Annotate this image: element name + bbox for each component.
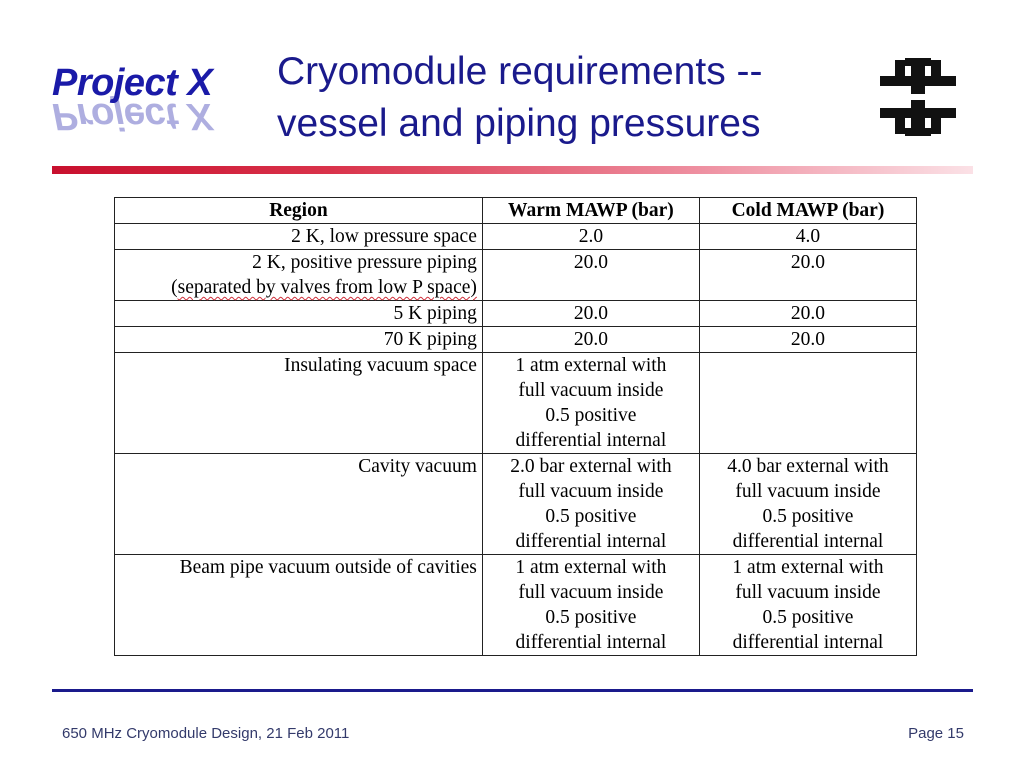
cold-text: 0.5 positive — [762, 506, 854, 527]
logo-reflection: Project X — [52, 95, 213, 137]
cold-cell — [699, 327, 916, 353]
region-text: 2 K, low pressure space — [291, 226, 477, 247]
region-text: 5 K piping — [393, 303, 477, 324]
slide-title — [277, 46, 857, 150]
table-header-row — [115, 198, 917, 224]
footer-divider — [52, 689, 973, 692]
footer-presentation-info: 650 MHz Cryomodule Design, 21 Feb 2011 — [62, 725, 350, 742]
table-row — [115, 301, 917, 327]
header-region: Region — [115, 198, 483, 224]
cold-text: 20.0 — [790, 252, 826, 273]
warm-text: full vacuum inside — [518, 380, 664, 401]
region-cell — [115, 327, 483, 353]
warm-text: differential internal — [515, 430, 667, 451]
region-cell — [115, 224, 483, 250]
region-cell — [115, 250, 483, 301]
warm-text: 2.0 bar external with — [510, 456, 672, 477]
region-cell — [115, 301, 483, 327]
table-row — [115, 250, 917, 301]
region-text: Insulating vacuum space — [284, 355, 477, 376]
warm-text: 20.0 — [573, 252, 608, 273]
header-warm-mawp: Warm MAWP (bar) — [482, 198, 699, 224]
warm-text: full vacuum inside — [518, 481, 664, 502]
warm-text: 20.0 — [573, 329, 608, 350]
region-cell — [115, 353, 483, 454]
warm-cell — [482, 555, 699, 656]
table-row — [115, 353, 917, 454]
cold-text: 4.0 bar external with — [727, 456, 889, 477]
table-row — [115, 555, 917, 656]
cold-cell — [699, 353, 916, 454]
cold-text: 20.0 — [790, 329, 826, 350]
table-row — [115, 454, 917, 555]
region-text: (separated by valves from low P space) — [171, 277, 477, 298]
slide-title-line-2: vessel and piping pressures — [277, 102, 761, 145]
table-row — [115, 327, 917, 353]
warm-text: 1 atm external with — [515, 557, 667, 578]
cold-text: 4.0 — [795, 226, 821, 247]
cold-cell — [699, 250, 916, 301]
pressure-requirements-table — [114, 197, 917, 656]
region-cell — [115, 555, 483, 656]
warm-text: 0.5 positive — [545, 506, 637, 527]
header-cold-mawp: Cold MAWP (bar) — [699, 198, 916, 224]
fermilab-logo-icon — [880, 58, 956, 136]
slide-title-line-1: Cryomodule requirements -- — [277, 50, 763, 93]
warm-cell — [482, 250, 699, 301]
region-text: 2 K, positive pressure piping — [252, 252, 477, 273]
warm-text: 0.5 positive — [545, 405, 637, 426]
warm-text: 2.0 — [578, 226, 604, 247]
region-text: 70 K piping — [383, 329, 477, 350]
cold-text: 20.0 — [790, 303, 826, 324]
cold-cell — [699, 555, 916, 656]
cold-text: full vacuum inside — [735, 582, 881, 603]
pressure-table-container — [114, 197, 917, 656]
warm-cell — [482, 224, 699, 250]
cold-text: 1 atm external with — [732, 557, 884, 578]
project-x-logo — [52, 62, 242, 137]
cold-text: differential internal — [732, 531, 884, 552]
table-row — [115, 224, 917, 250]
warm-cell — [482, 353, 699, 454]
cold-cell — [699, 301, 916, 327]
cold-cell — [699, 454, 916, 555]
warm-cell — [482, 327, 699, 353]
warm-text: 1 atm external with — [515, 355, 667, 376]
logo-text: Project X — [52, 62, 213, 104]
cold-text: full vacuum inside — [735, 481, 881, 502]
warm-cell — [482, 301, 699, 327]
cold-text: differential internal — [732, 632, 884, 653]
region-subtext: separated by valves from low P space) — [177, 277, 477, 298]
region-text: Cavity vacuum — [358, 456, 477, 477]
warm-text: full vacuum inside — [518, 582, 664, 603]
cold-text: 0.5 positive — [762, 607, 854, 628]
warm-cell — [482, 454, 699, 555]
warm-text: 0.5 positive — [545, 607, 637, 628]
region-text: Beam pipe vacuum outside of cavities — [179, 557, 477, 578]
cold-cell — [699, 224, 916, 250]
footer-page-number: Page 15 — [908, 725, 964, 742]
warm-text: differential internal — [515, 531, 667, 552]
warm-text: differential internal — [515, 632, 667, 653]
warm-text: 20.0 — [573, 303, 608, 324]
region-cell — [115, 454, 483, 555]
header-divider — [52, 166, 973, 174]
